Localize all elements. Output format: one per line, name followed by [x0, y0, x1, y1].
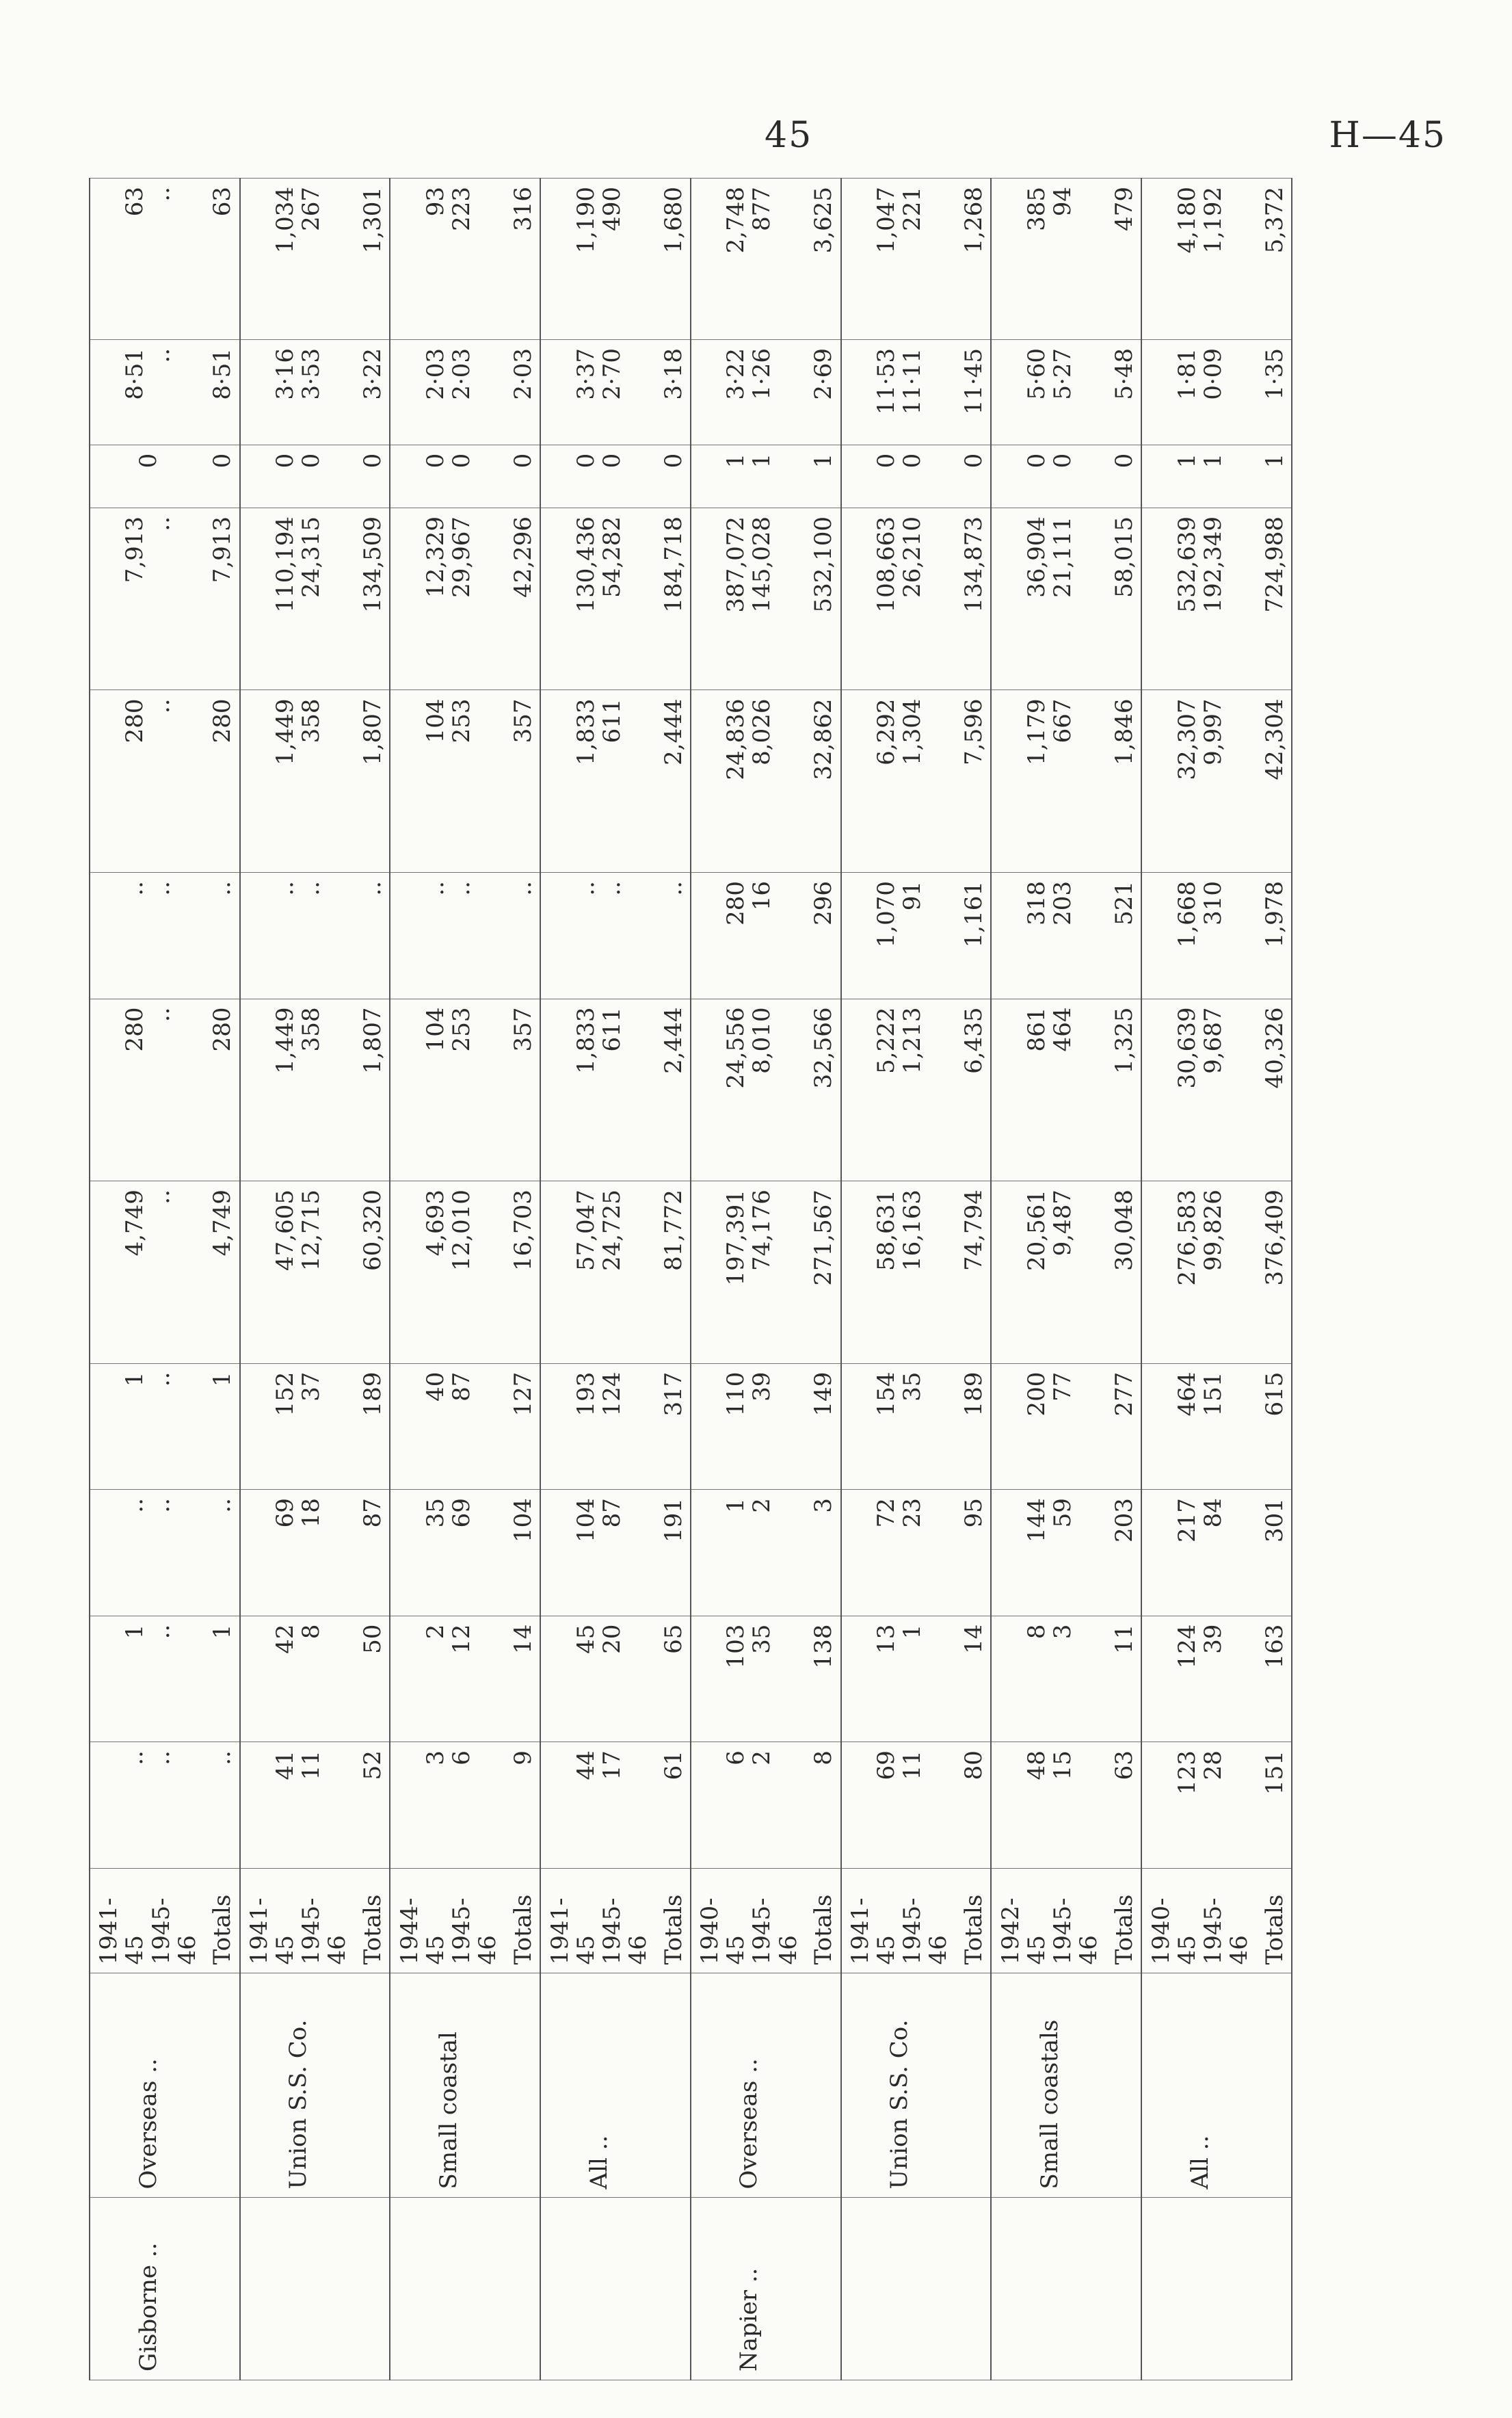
value-cell: 5·60 5·27 [991, 339, 1107, 445]
value-cell: 357 [507, 999, 541, 1181]
value-cell: .. .. [240, 873, 356, 999]
vessel-class-cell [507, 1973, 541, 2198]
value-cell: 0 0 [841, 445, 957, 508]
value-cell: 4,749 .. [90, 1181, 206, 1364]
table-row [390, 179, 506, 2380]
value-cell: 1,161 [957, 873, 992, 999]
value-cell: 44 17 [540, 1742, 656, 1869]
value-cell: 0 [1108, 445, 1142, 508]
value-cell: 1,268 [957, 179, 992, 340]
table-row [1141, 179, 1258, 2380]
value-cell: 1,301 [356, 179, 390, 340]
period-cell: Totals [206, 1868, 240, 1973]
value-cell: 280 .. [90, 690, 206, 873]
value-cell: 301 [1258, 1490, 1292, 1616]
value-cell: 3 [807, 1490, 841, 1616]
value-cell: 30,639 9,687 [1141, 999, 1258, 1181]
value-cell: 58,015 [1108, 508, 1142, 690]
value-cell: 81,772 [656, 1181, 691, 1364]
value-cell: 74,794 [957, 1181, 992, 1364]
value-cell: 11·45 [957, 339, 992, 445]
value-cell: 2,748 877 [691, 179, 807, 340]
table-row [90, 179, 206, 2380]
table-row [991, 179, 1107, 2380]
value-cell: 63 [1108, 1742, 1142, 1869]
value-cell: 138 [807, 1616, 841, 1742]
period-cell: 1942-45 1945-46 [991, 1868, 1107, 1973]
value-cell: 20,561 9,487 [991, 1181, 1107, 1364]
value-cell: 1 [1258, 445, 1292, 508]
value-cell: 65 [656, 1616, 691, 1742]
totals-row [507, 179, 541, 2380]
value-cell: 35 69 [390, 1490, 506, 1616]
value-cell: 60,320 [356, 1181, 390, 1364]
value-cell: 464 151 [1141, 1363, 1258, 1490]
value-cell: 280 [206, 999, 240, 1181]
value-cell: .. [206, 873, 240, 999]
value-cell: 1,807 [356, 999, 390, 1181]
value-cell: 1,833 611 [540, 690, 656, 873]
value-cell: 1,846 [1108, 690, 1142, 873]
value-cell: 0 [90, 445, 206, 508]
value-cell: 69 11 [841, 1742, 957, 1869]
port-cell [1258, 2198, 1292, 2380]
value-cell: 149 [807, 1363, 841, 1490]
value-cell: 6,435 [957, 999, 992, 1181]
totals-row [807, 179, 841, 2380]
value-cell: 5,372 [1258, 179, 1292, 340]
vessel-class-cell: Union S.S. Co. [841, 1973, 957, 2198]
vessel-class-cell: All .. [1141, 1973, 1258, 2198]
value-cell: 95 [957, 1490, 992, 1616]
value-cell: 1,978 [1258, 873, 1292, 999]
value-cell: 1,449 358 [240, 999, 356, 1181]
value-cell: 0 0 [390, 445, 506, 508]
value-cell: 47,605 12,715 [240, 1181, 356, 1364]
value-cell: 7,913 .. [90, 508, 206, 690]
value-cell: 357 [507, 690, 541, 873]
vessel-class-cell: All .. [540, 1973, 656, 2198]
value-cell: 1,070 91 [841, 873, 957, 999]
value-cell: 104 87 [540, 1490, 656, 1616]
value-cell: 3,625 [807, 179, 841, 340]
period-cell: Totals [957, 1868, 992, 1973]
value-cell: 134,873 [957, 508, 992, 690]
value-cell: 4,180 1,192 [1141, 179, 1258, 340]
value-cell: 61 [656, 1742, 691, 1869]
table-row [841, 179, 957, 2380]
totals-row [206, 179, 240, 2380]
table-body [90, 179, 1292, 2380]
value-cell: 217 84 [1141, 1490, 1258, 1616]
value-cell: 24,836 8,026 [691, 690, 807, 873]
value-cell: 385 94 [991, 179, 1107, 340]
value-cell: 50 [356, 1616, 390, 1742]
value-cell: 12,329 29,967 [390, 508, 506, 690]
value-cell: 532,639 192,349 [1141, 508, 1258, 690]
value-cell: .. [206, 1490, 240, 1616]
value-cell: 42,296 [507, 508, 541, 690]
vessel-class-cell [807, 1973, 841, 2198]
totals-row [656, 179, 691, 2380]
value-cell: .. [507, 873, 541, 999]
value-cell: 72 23 [841, 1490, 957, 1616]
value-cell: 0 0 [991, 445, 1107, 508]
value-cell: 45 20 [540, 1616, 656, 1742]
value-cell: 110 39 [691, 1363, 807, 1490]
value-cell: 1 1 [691, 445, 807, 508]
totals-row [356, 179, 390, 2380]
value-cell: 2,444 [656, 999, 691, 1181]
value-cell: 11·53 11·11 [841, 339, 957, 445]
vessel-class-cell [1258, 1973, 1292, 2198]
port-statistics-table [89, 178, 1292, 2380]
value-cell: 63 [206, 179, 240, 340]
port-cell [240, 2198, 356, 2380]
value-cell: 277 [1108, 1363, 1142, 1490]
value-cell: 0 [656, 445, 691, 508]
value-cell: 151 [1258, 1742, 1292, 1869]
period-cell: 1941-45 1945-46 [841, 1868, 957, 1973]
value-cell: 1,833 611 [540, 999, 656, 1181]
value-cell: 532,100 [807, 508, 841, 690]
value-cell: 130,436 54,282 [540, 508, 656, 690]
value-cell: 103 35 [691, 1616, 807, 1742]
value-cell: 280 [206, 690, 240, 873]
value-cell: .. [206, 1742, 240, 1869]
port-cell [390, 2198, 506, 2380]
value-cell: 14 [507, 1616, 541, 1742]
value-cell: 32,307 9,997 [1141, 690, 1258, 873]
value-cell: .. .. [90, 1490, 206, 1616]
value-cell: 3·22 [356, 339, 390, 445]
value-cell: 296 [807, 873, 841, 999]
port-cell [356, 2198, 390, 2380]
value-cell: 1,668 310 [1141, 873, 1258, 999]
port-cell: Napier .. [691, 2198, 807, 2380]
period-cell: 1941-45 1945-46 [90, 1868, 206, 1973]
value-cell: 193 124 [540, 1363, 656, 1490]
period-cell: 1941-45 1945-46 [540, 1868, 656, 1973]
value-cell: 1·35 [1258, 339, 1292, 445]
value-cell: 40,326 [1258, 999, 1292, 1181]
value-cell: 3·18 [656, 339, 691, 445]
port-cell [1141, 2198, 1258, 2380]
value-cell: 317 [656, 1363, 691, 1490]
value-cell: 0 [206, 445, 240, 508]
period-cell: Totals [356, 1868, 390, 1973]
period-cell: Totals [507, 1868, 541, 1973]
table-row [240, 179, 356, 2380]
port-cell [957, 2198, 992, 2380]
value-cell: 1,325 [1108, 999, 1142, 1181]
value-cell: 280 .. [90, 999, 206, 1181]
value-cell: 1,807 [356, 690, 390, 873]
page-number: 45 [765, 115, 813, 156]
port-cell [991, 2198, 1107, 2380]
value-cell: 3 6 [390, 1742, 506, 1869]
value-cell: 1 [206, 1363, 240, 1490]
period-cell: 1944-45 1945-46 [390, 1868, 506, 1973]
value-cell: 104 [507, 1490, 541, 1616]
vessel-class-cell: Overseas .. [90, 1973, 206, 2198]
value-cell: 6,292 1,304 [841, 690, 957, 873]
vessel-class-cell: Overseas .. [691, 1973, 807, 2198]
port-cell [656, 2198, 691, 2380]
value-cell: 200 77 [991, 1363, 1107, 1490]
value-cell: 1 [206, 1616, 240, 1742]
table-row [540, 179, 656, 2380]
value-cell: 42,304 [1258, 690, 1292, 873]
value-cell: 57,047 24,725 [540, 1181, 656, 1364]
port-cell [1108, 2198, 1142, 2380]
vessel-class-cell [1108, 1973, 1142, 2198]
port-cell [206, 2198, 240, 2380]
value-cell: 104 253 [390, 999, 506, 1181]
vessel-class-cell: Small coastal [390, 1973, 506, 2198]
value-cell: 1 .. [90, 1363, 206, 1490]
value-cell: 1,034 267 [240, 179, 356, 340]
vessel-class-cell: Small coastals [991, 1973, 1107, 2198]
value-cell: 1,179 667 [991, 690, 1107, 873]
value-cell: 5,222 1,213 [841, 999, 957, 1181]
vessel-class-cell [206, 1973, 240, 2198]
value-cell: 0 0 [540, 445, 656, 508]
value-cell: 2·03 [507, 339, 541, 445]
value-cell: 5·48 [1108, 339, 1142, 445]
value-cell: .. .. [90, 873, 206, 999]
value-cell: 276,583 99,826 [1141, 1181, 1258, 1364]
value-cell: 0 [957, 445, 992, 508]
port-cell [540, 2198, 656, 2380]
value-cell: 7,913 [206, 508, 240, 690]
vessel-class-cell: Union S.S. Co. [240, 1973, 356, 2198]
value-cell: 2·69 [807, 339, 841, 445]
value-cell: 163 [1258, 1616, 1292, 1742]
port-cell: Gisborne .. [90, 2198, 206, 2380]
value-cell: 0 0 [240, 445, 356, 508]
value-cell: 93 223 [390, 179, 506, 340]
value-cell: 316 [507, 179, 541, 340]
port-cell [807, 2198, 841, 2380]
value-cell: 144 59 [991, 1490, 1107, 1616]
value-cell: 32,566 [807, 999, 841, 1181]
value-cell: 52 [356, 1742, 390, 1869]
value-cell: 387,072 145,028 [691, 508, 807, 690]
value-cell: .. .. [390, 873, 506, 999]
period-cell: Totals [1108, 1868, 1142, 1973]
value-cell: 3·37 2·70 [540, 339, 656, 445]
value-cell: .. [356, 873, 390, 999]
value-cell: 2·03 2·03 [390, 339, 506, 445]
value-cell: 104 253 [390, 690, 506, 873]
value-cell: 479 [1108, 179, 1142, 340]
value-cell: 0 [507, 445, 541, 508]
value-cell: 1 [807, 445, 841, 508]
value-cell: 58,631 16,163 [841, 1181, 957, 1364]
value-cell: 4,693 12,010 [390, 1181, 506, 1364]
rotated-table-wrapper [89, 178, 1292, 2380]
value-cell: 152 37 [240, 1363, 356, 1490]
value-cell: 87 [356, 1490, 390, 1616]
value-cell: 1,680 [656, 179, 691, 340]
value-cell: 8·51 .. [90, 339, 206, 445]
value-cell: 1 .. [90, 1616, 206, 1742]
value-cell: 30,048 [1108, 1181, 1142, 1364]
value-cell: 42 8 [240, 1616, 356, 1742]
value-cell: 2 12 [390, 1616, 506, 1742]
value-cell: .. [656, 873, 691, 999]
period-cell: Totals [656, 1868, 691, 1973]
period-cell: 1941-45 1945-46 [240, 1868, 356, 1973]
value-cell: 3·22 1·26 [691, 339, 807, 445]
value-cell: 124 39 [1141, 1616, 1258, 1742]
port-cell [841, 2198, 957, 2380]
value-cell: 8 [807, 1742, 841, 1869]
period-cell: 1940-45 1945-46 [1141, 1868, 1258, 1973]
value-cell: 184,718 [656, 508, 691, 690]
value-cell: 3·16 3·53 [240, 339, 356, 445]
value-cell: 6 2 [691, 1742, 807, 1869]
totals-row [1108, 179, 1142, 2380]
page-code: H—45 [1329, 115, 1446, 156]
value-cell: 11 [1108, 1616, 1142, 1742]
value-cell: 4,749 [206, 1181, 240, 1364]
value-cell: 134,509 [356, 508, 390, 690]
value-cell: 280 16 [691, 873, 807, 999]
table-row [691, 179, 807, 2380]
vessel-class-cell [656, 1973, 691, 2198]
value-cell: 36,904 21,111 [991, 508, 1107, 690]
value-cell: 16,703 [507, 1181, 541, 1364]
value-cell: 9 [507, 1742, 541, 1869]
value-cell: 1·81 0·09 [1141, 339, 1258, 445]
value-cell: 32,862 [807, 690, 841, 873]
period-cell: Totals [1258, 1868, 1292, 1973]
value-cell: 724,988 [1258, 508, 1292, 690]
value-cell: 376,409 [1258, 1181, 1292, 1364]
value-cell: 48 15 [991, 1742, 1107, 1869]
value-cell: 13 1 [841, 1616, 957, 1742]
value-cell: 2,444 [656, 690, 691, 873]
value-cell: 24,556 8,010 [691, 999, 807, 1181]
value-cell: 0 [356, 445, 390, 508]
value-cell: 40 87 [390, 1363, 506, 1490]
vessel-class-cell [356, 1973, 390, 2198]
value-cell: 1 1 [1141, 445, 1258, 508]
totals-row [1258, 179, 1292, 2380]
value-cell: 1 2 [691, 1490, 807, 1616]
value-cell: 203 [1108, 1490, 1142, 1616]
value-cell: 197,391 74,176 [691, 1181, 807, 1364]
period-cell: Totals [807, 1868, 841, 1973]
value-cell: 8 3 [991, 1616, 1107, 1742]
value-cell: 615 [1258, 1363, 1292, 1490]
value-cell: 63 .. [90, 179, 206, 340]
period-cell: 1940-45 1945-46 [691, 1868, 807, 1973]
port-cell [507, 2198, 541, 2380]
value-cell: 1,449 358 [240, 690, 356, 873]
value-cell: 1,047 221 [841, 179, 957, 340]
value-cell: 861 464 [991, 999, 1107, 1181]
value-cell: 7,596 [957, 690, 992, 873]
value-cell: 318 203 [991, 873, 1107, 999]
value-cell: 69 18 [240, 1490, 356, 1616]
value-cell: 271,567 [807, 1181, 841, 1364]
value-cell: 14 [957, 1616, 992, 1742]
value-cell: 189 [957, 1363, 992, 1490]
value-cell: 8·51 [206, 339, 240, 445]
value-cell: 154 35 [841, 1363, 957, 1490]
value-cell: .. .. [90, 1742, 206, 1869]
value-cell: 191 [656, 1490, 691, 1616]
value-cell: 110,194 24,315 [240, 508, 356, 690]
value-cell: 80 [957, 1742, 992, 1869]
value-cell: 108,663 26,210 [841, 508, 957, 690]
value-cell: 521 [1108, 873, 1142, 999]
totals-row [957, 179, 992, 2380]
value-cell: 123 28 [1141, 1742, 1258, 1869]
vessel-class-cell [957, 1973, 992, 2198]
value-cell: 1,190 490 [540, 179, 656, 340]
value-cell: .. .. [540, 873, 656, 999]
value-cell: 189 [356, 1363, 390, 1490]
value-cell: 41 11 [240, 1742, 356, 1869]
value-cell: 127 [507, 1363, 541, 1490]
